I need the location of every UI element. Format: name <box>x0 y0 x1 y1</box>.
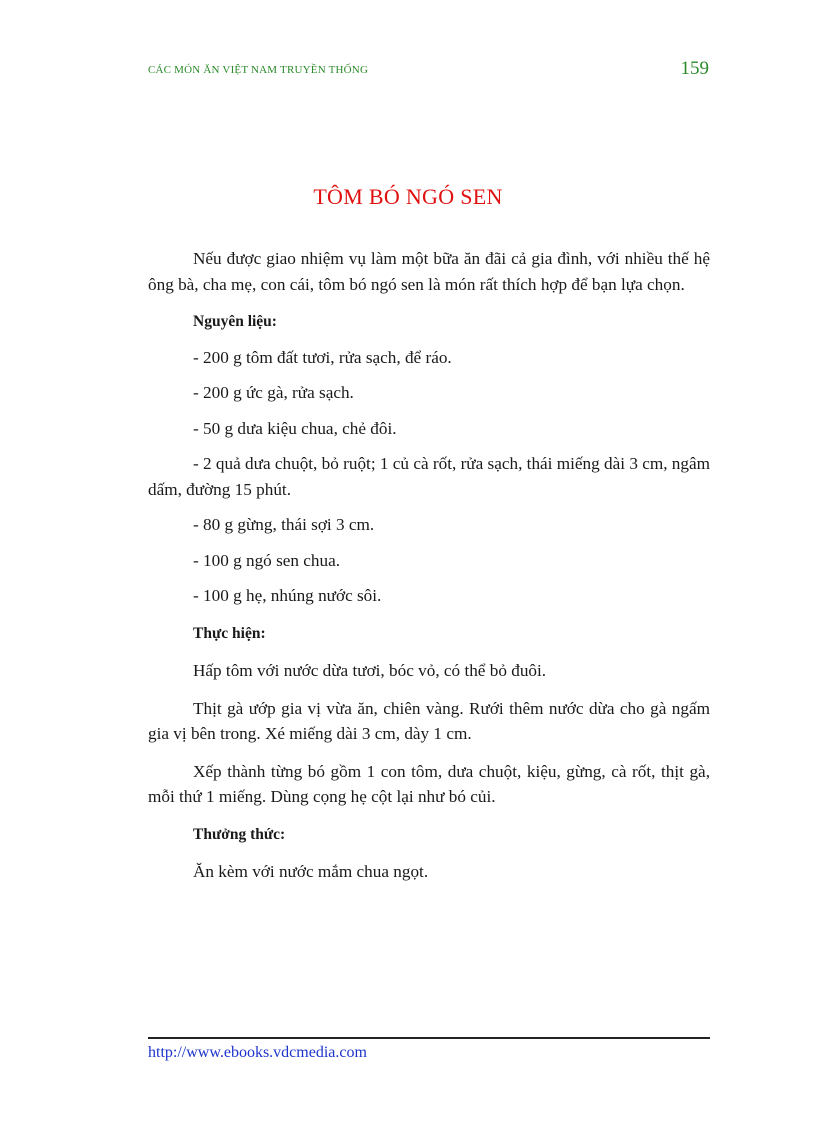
ingredient-item: - 100 g ngó sen chua. <box>193 550 341 570</box>
method-step: Xếp thành từng bó gồm 1 con tôm, dưa chuột, kiệu, gừng, cà rốt, thịt gà, mỗi thứ 1 miếng. Dùng cọng hẹ cột lại như bó củi. <box>148 761 710 806</box>
ingredient-item: - 200 g ức gà, rửa sạch. <box>193 383 354 402</box>
serving-heading: Thưởng thức: <box>193 825 286 843</box>
ingredient-item: - 50 g dưa kiệu chua, chẻ đôi. <box>193 418 397 438</box>
intro-paragraph: Nếu được giao nhiệm vụ làm một bữa ăn đãi cả gia đình, với nhiều thế hệ ông bà, cha mẹ, con cái, tôm bó ngó sen là món rất thích hợp để bạn lựa chọn. <box>148 249 710 294</box>
ingredients-heading: Nguyên liệu: <box>193 313 277 330</box>
ingredient-item: - 80 g gừng, thái sợi 3 cm. <box>193 515 375 534</box>
footer-divider <box>148 1037 710 1039</box>
ingredient-item: - 200 g tôm đất tươi, rửa sạch, để ráo. <box>193 347 452 367</box>
recipe-body <box>148 246 710 885</box>
serving-text: Ăn kèm với nước mắm chua ngọt. <box>193 862 429 881</box>
method-step: Hấp tôm với nước dừa tươi, bóc vỏ, có thể bỏ đuôi. <box>193 661 547 680</box>
ingredient-item: - 100 g hẹ, nhúng nước sôi. <box>193 586 382 605</box>
page-number: 159 <box>680 58 709 79</box>
footer-website-link[interactable]: http://www.ebooks.vdcmedia.com <box>148 1044 367 1061</box>
recipe-title: TÔM BÓ NGÓ SEN <box>313 184 503 209</box>
method-step: Thịt gà ướp gia vị vừa ăn, chiên vàng. Rưới thêm nước dừa cho gà ngấm gia vị bên trong. Xé miếng dài 3 cm, dày 1 cm. <box>148 698 710 743</box>
ingredient-item: - 2 quả dưa chuột, bỏ ruột; 1 củ cà rốt, rửa sạch, thái miếng dài 3 cm, ngâm dấm, đường 15 phút. <box>148 454 710 499</box>
method-heading: Thực hiện: <box>193 624 266 642</box>
running-header-title: CÁC MÓN ĂN VIỆT NAM TRUYỀN THỐNG <box>148 64 369 76</box>
